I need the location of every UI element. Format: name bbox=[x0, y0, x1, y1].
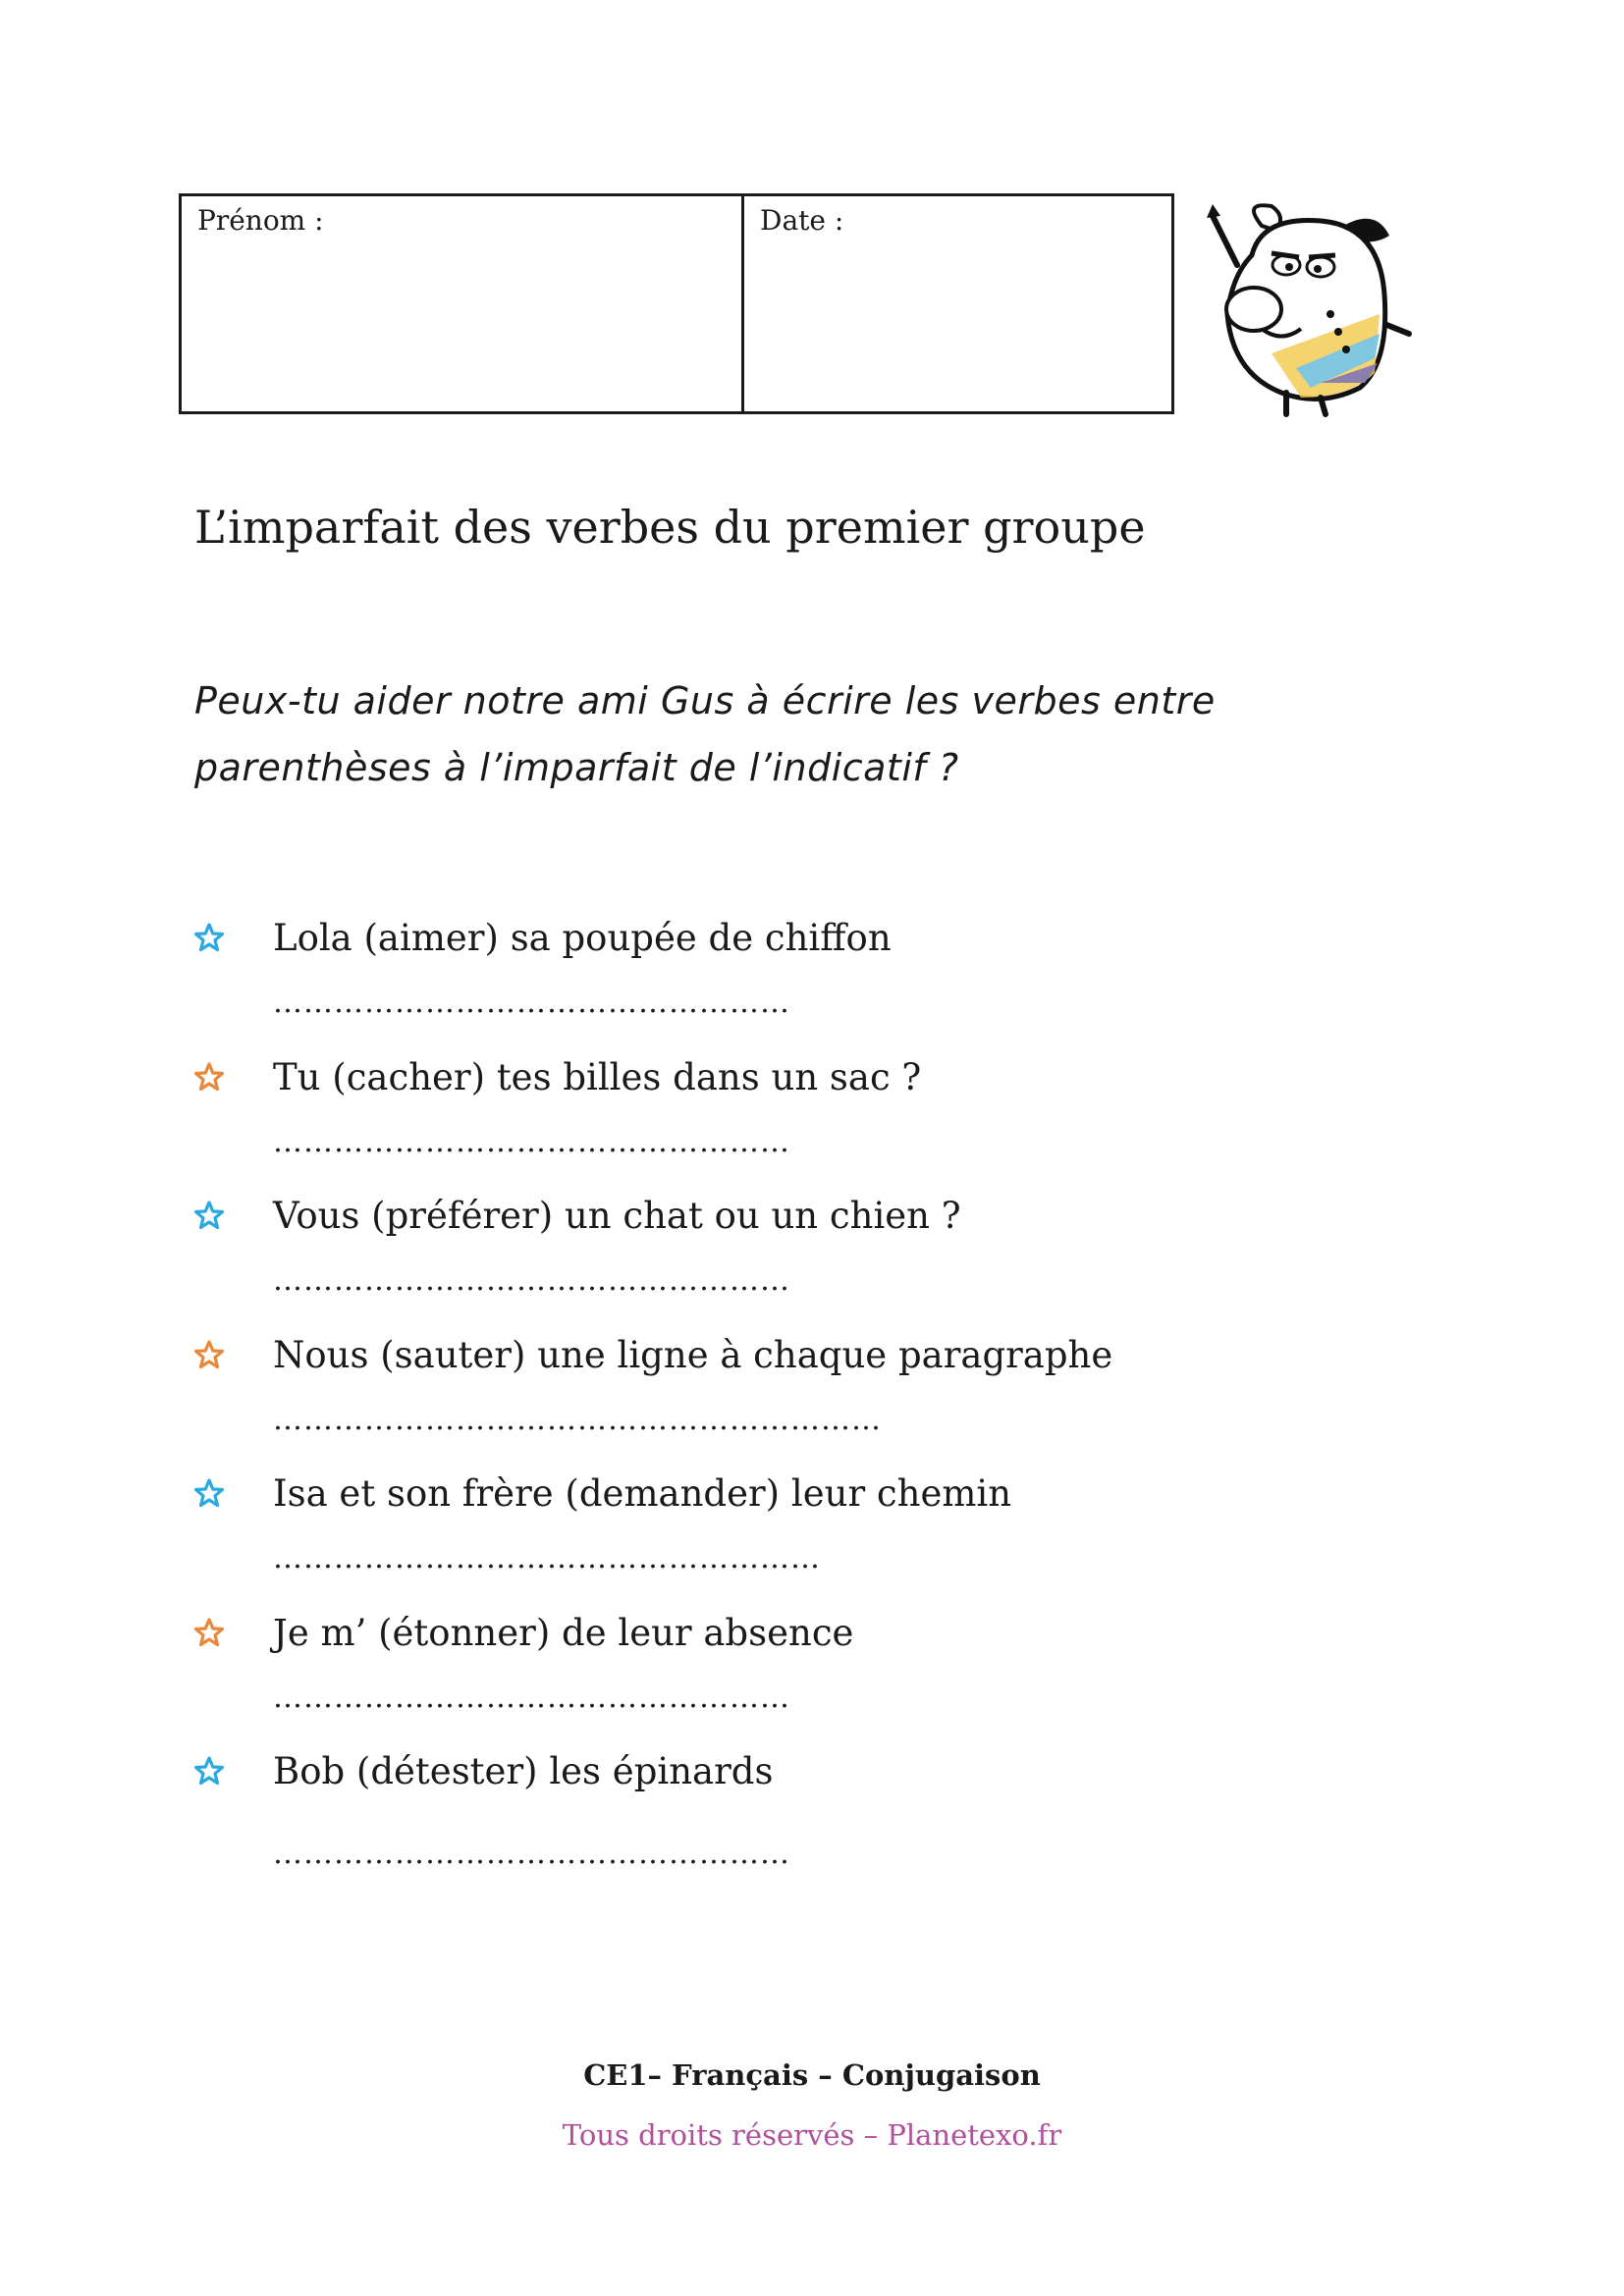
star-blue-icon bbox=[194, 1756, 224, 1786]
exercise-sentence: Isa et son frère (demander) leur chemin bbox=[273, 1472, 1012, 1515]
answer-line[interactable]: …………………………………………… bbox=[273, 1680, 790, 1715]
exercise-item bbox=[194, 1195, 1274, 1334]
exercise-sentence: Nous (sauter) une ligne à chaque paragraphe bbox=[273, 1333, 1113, 1376]
exercise-sentence: Vous (préférer) un chat ou un chien ? bbox=[273, 1195, 961, 1237]
exercise-item bbox=[194, 1056, 1274, 1196]
exercise-item bbox=[194, 1334, 1274, 1473]
answer-line[interactable]: ……………………………………………… bbox=[273, 1541, 821, 1575]
exercise-sentence: Tu (cacher) tes billes dans un sac ? bbox=[273, 1055, 922, 1098]
exercise-item bbox=[194, 1472, 1274, 1612]
gus-mascot-illustration bbox=[1203, 196, 1414, 417]
star-blue-icon bbox=[194, 923, 224, 952]
exercise-list bbox=[194, 917, 1274, 1890]
star-orange-icon bbox=[194, 1618, 224, 1647]
star-orange-icon bbox=[194, 1340, 224, 1369]
exercise-instruction: Peux-tu aider notre ami Gus à écrire les verbes entre parenthèses à l’imparfait de l’indicatif ? bbox=[194, 679, 1216, 789]
exercise-sentence: Je m’ (étonner) de leur absence bbox=[273, 1611, 854, 1654]
date-field[interactable] bbox=[744, 196, 1171, 411]
exercise-item bbox=[194, 1612, 1274, 1751]
student-info-box bbox=[179, 193, 1174, 414]
answer-line[interactable]: …………………………………………… bbox=[273, 1837, 790, 1871]
exercise-item bbox=[194, 1750, 1274, 1890]
answer-line[interactable]: …………………………………………………… bbox=[273, 1402, 882, 1437]
footer-copyright: Tous droits réservés – Planetexo.fr bbox=[562, 2118, 1062, 2152]
answer-line[interactable]: …………………………………………… bbox=[273, 1124, 790, 1159]
name-field[interactable] bbox=[182, 196, 744, 411]
answer-line[interactable]: …………………………………………… bbox=[273, 986, 790, 1020]
exercise-sentence: Lola (aimer) sa poupée de chiffon bbox=[273, 917, 892, 959]
footer-subject: CE1– Français – Conjugaison bbox=[583, 2058, 1041, 2092]
exercise-sentence: Bob (détester) les épinards bbox=[273, 1750, 774, 1792]
star-blue-icon bbox=[194, 1201, 224, 1230]
answer-line[interactable]: …………………………………………… bbox=[273, 1263, 790, 1298]
date-label: Date : bbox=[760, 204, 844, 237]
worksheet-title: L’imparfait des verbes du premier groupe bbox=[194, 501, 1146, 554]
star-orange-icon bbox=[194, 1062, 224, 1092]
name-label: Prénom : bbox=[197, 204, 324, 237]
exercise-item bbox=[194, 917, 1274, 1056]
star-blue-icon bbox=[194, 1478, 224, 1508]
